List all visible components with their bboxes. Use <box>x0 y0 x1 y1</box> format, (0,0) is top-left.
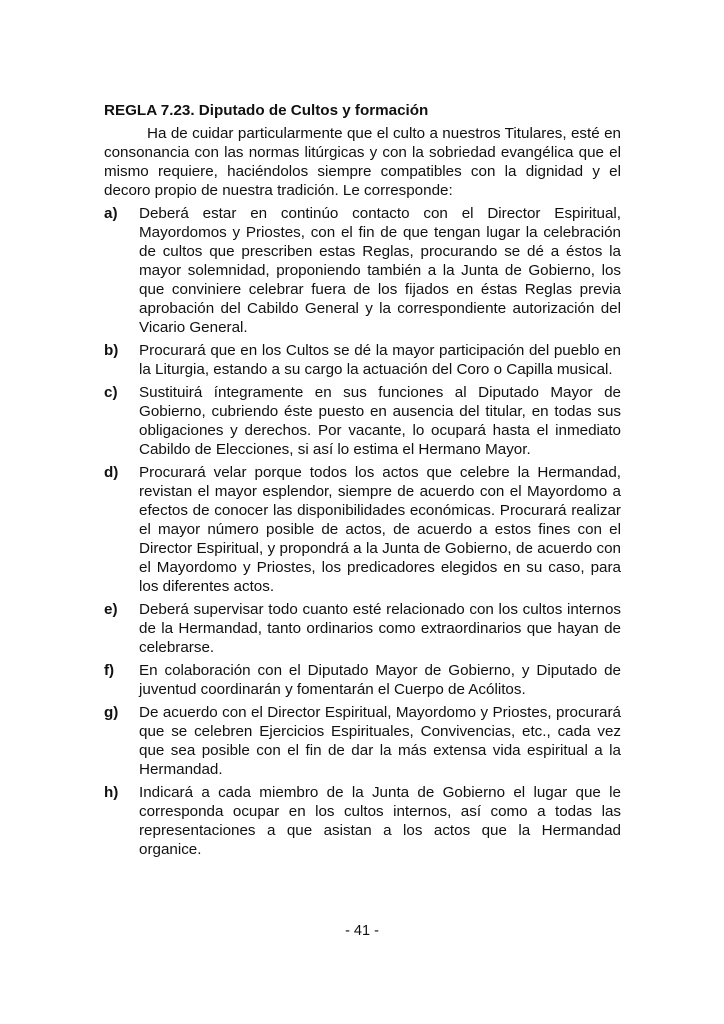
list-item-a <box>104 204 621 337</box>
list-item-letter: e) <box>104 601 118 618</box>
list-item-letter: b) <box>104 342 119 359</box>
list-item-text: Deberá supervisar todo cuanto esté relacionado con los cultos internos de la Hermandad, tanto ordinarios como extraordinarios que hayan de celebrarse. <box>139 601 621 656</box>
list-item-text: Indicará a cada miembro de la Junta de Gobierno el lugar que le corresponda ocupar en los cultos internos, así como a todas las representaciones a que asistan a los actos que la Hermandad organice. <box>139 784 621 858</box>
list-item-text: Procurará velar porque todos los actos que celebre la Hermandad, revistan el mayor esplendor, siempre de acuerdo con el Mayordomo a efectos de conocer las disponibilidades económicas. Procurará realizar el mayor número posible de actos, de acuerdo a estos fines con el Director Espiritual, y propondrá a la Junta de Gobierno, de acuerdo con el Mayordomo y Priostes, los predicadores elegidos en su caso, para los diferentes actos. <box>139 464 621 595</box>
list-item-letter: d) <box>104 464 119 481</box>
intro-paragraph: Ha de cuidar particularmente que el culto a nuestros Titulares, esté en consonancia con las normas litúrgicas y con la sobriedad evangélica que el mismo requiere, haciéndolos siempre compatibles con la dignidad y el decoro propio de nuestra tradición. Le corresponde: <box>104 125 621 199</box>
list-item-g <box>104 703 621 779</box>
list-item-text: De acuerdo con el Director Espiritual, Mayordomo y Priostes, procurará que se celebren Ejercicios Espirituales, Convivencias, etc., cada vez que sea posible con el fin de dar la más extensa vida espiritual a la Hermandad. <box>139 704 621 778</box>
list-item-d <box>104 463 621 596</box>
page-number: - 41 - <box>345 923 379 939</box>
list-item-e <box>104 600 621 657</box>
list-item-f <box>104 661 621 699</box>
document-body <box>104 101 621 863</box>
list-item-h <box>104 783 621 859</box>
list-item-letter: a) <box>104 205 118 222</box>
list-item-text: Procurará que en los Cultos se dé la mayor participación del pueblo en la Liturgia, estando a su cargo la actuación del Coro o Capilla musical. <box>139 342 621 378</box>
section-heading: REGLA 7.23. Diputado de Cultos y formación <box>104 102 429 119</box>
list-item-text: Sustituirá íntegramente en sus funciones al Diputado Mayor de Gobierno, cubriendo éste puesto en ausencia del titular, en todas sus obligaciones y derechos. Por vacante, lo ocupará hasta el inmediato Cabildo de Elecciones, si así lo estima el Hermano Mayor. <box>139 384 621 458</box>
list-item-letter: g) <box>104 704 119 721</box>
list-item-text: Deberá estar en continúo contacto con el Director Espiritual, Mayordomos y Priostes, con el fin de que tengan lugar la celebración de cultos que prescriben estas Reglas, procurando se dé a éstos la mayor solemnidad, proponiendo también a la Junta de Gobierno, los que conviniere celebrar fuera de los fijados en éstas Reglas previa aprobación del Cabildo General y la correspondiente autorización del Vicario General. <box>139 205 621 336</box>
list-item-letter: c) <box>104 384 118 401</box>
list-item-b <box>104 341 621 379</box>
list-item-c <box>104 383 621 459</box>
list-item-letter: f) <box>104 662 115 679</box>
list-item-letter: h) <box>104 784 119 801</box>
list-item-text: En colaboración con el Diputado Mayor de Gobierno, y Diputado de juventud coordinarán y fomentarán el Cuerpo de Acólitos. <box>139 662 621 698</box>
